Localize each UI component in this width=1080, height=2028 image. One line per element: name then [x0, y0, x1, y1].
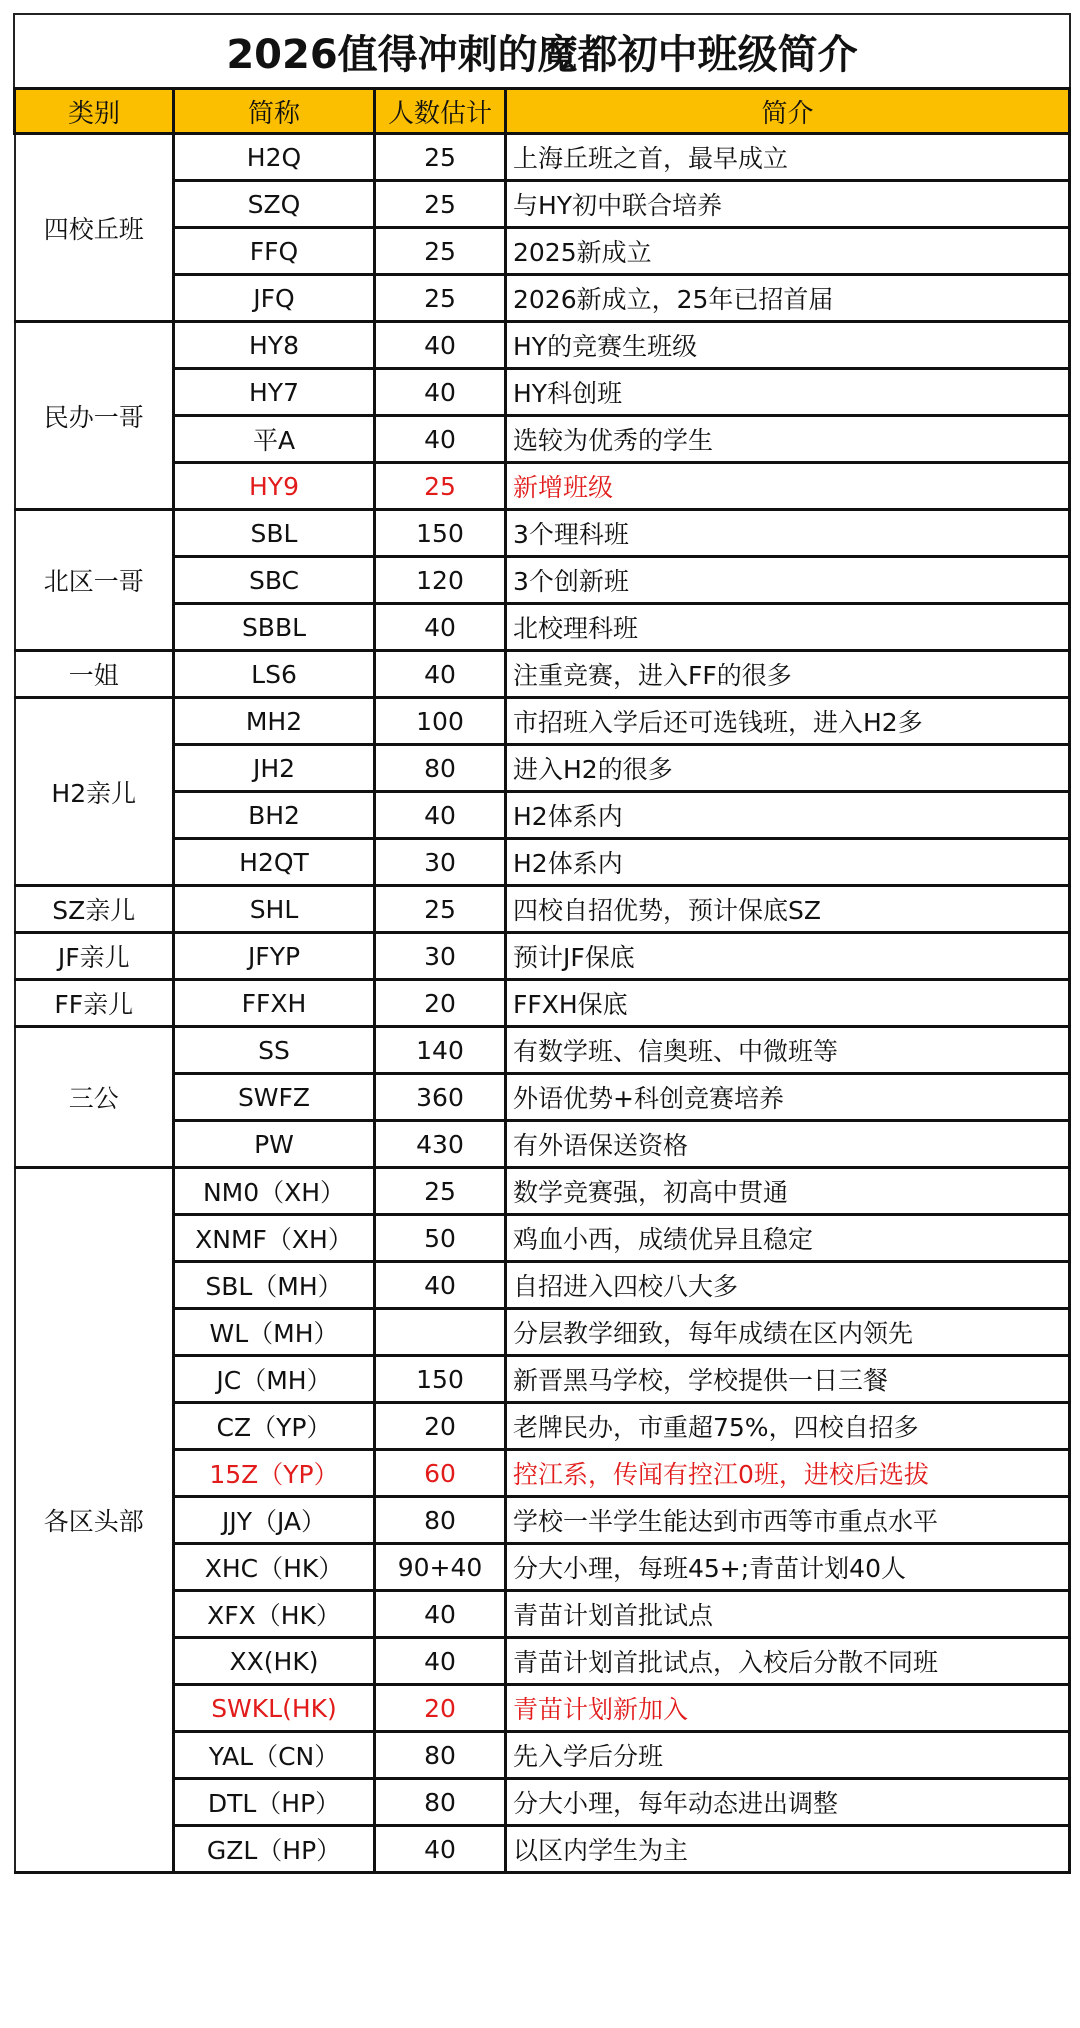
category-cell: 四校丘班 — [15, 134, 174, 322]
count-cell: 100 — [375, 698, 506, 745]
count-cell: 120 — [375, 557, 506, 604]
count-cell: 150 — [375, 510, 506, 557]
count-cell: 25 — [375, 228, 506, 275]
class-name-cell: JFQ — [174, 275, 375, 322]
count-cell: 40 — [375, 651, 506, 698]
table-row — [15, 651, 1070, 698]
count-cell: 40 — [375, 1826, 506, 1873]
class-name-cell: H2QT — [174, 839, 375, 886]
description-cell: 2025新成立 — [506, 228, 1070, 275]
table-row — [15, 369, 1070, 416]
class-name-cell: SHL — [174, 886, 375, 933]
table-row — [15, 1215, 1070, 1262]
table-row — [15, 1497, 1070, 1544]
count-cell: 40 — [375, 416, 506, 463]
table-row — [15, 510, 1070, 557]
class-name-cell: XNMF（XH） — [174, 1215, 375, 1262]
class-name-cell: CZ（YP） — [174, 1403, 375, 1450]
table-body — [15, 134, 1070, 1873]
count-cell: 40 — [375, 792, 506, 839]
table-row — [15, 1074, 1070, 1121]
class-name-cell: BH2 — [174, 792, 375, 839]
category-cell: 三公 — [15, 1027, 174, 1168]
table-row — [15, 1027, 1070, 1074]
description-cell: 有外语保送资格 — [506, 1121, 1070, 1168]
description-cell: 进入H2的很多 — [506, 745, 1070, 792]
category-cell: FF亲儿 — [15, 980, 174, 1027]
class-name-cell: 15Z（YP） — [174, 1450, 375, 1497]
table-row — [15, 1685, 1070, 1732]
class-name-cell: SWFZ — [174, 1074, 375, 1121]
class-name-cell: MH2 — [174, 698, 375, 745]
class-name-cell: FFXH — [174, 980, 375, 1027]
table-row — [15, 839, 1070, 886]
description-cell: 选较为优秀的学生 — [506, 416, 1070, 463]
table-row — [15, 181, 1070, 228]
description-cell: 自招进入四校八大多 — [506, 1262, 1070, 1309]
table-row — [15, 416, 1070, 463]
table-row — [15, 1168, 1070, 1215]
table-row — [15, 322, 1070, 369]
class-name-cell: SBBL — [174, 604, 375, 651]
description-cell: 新晋黑马学校，学校提供一日三餐 — [506, 1356, 1070, 1403]
class-name-cell: H2Q — [174, 134, 375, 181]
category-cell: SZ亲儿 — [15, 886, 174, 933]
table-row — [15, 698, 1070, 745]
table-row — [15, 1544, 1070, 1591]
class-name-cell: PW — [174, 1121, 375, 1168]
table-row — [15, 933, 1070, 980]
description-cell: 分大小理，每班45+;青苗计划40人 — [506, 1544, 1070, 1591]
count-cell: 90+40 — [375, 1544, 506, 1591]
table-row — [15, 557, 1070, 604]
count-cell: 40 — [375, 369, 506, 416]
description-cell: 青苗计划新加入 — [506, 1685, 1070, 1732]
table-row — [15, 228, 1070, 275]
category-cell: JF亲儿 — [15, 933, 174, 980]
description-cell: 青苗计划首批试点，入校后分散不同班 — [506, 1638, 1070, 1685]
class-name-cell: YAL（CN） — [174, 1732, 375, 1779]
table-row — [15, 275, 1070, 322]
description-cell: 上海丘班之首，最早成立 — [506, 134, 1070, 181]
table-row — [15, 1450, 1070, 1497]
class-name-cell: WL（MH） — [174, 1309, 375, 1356]
count-cell: 40 — [375, 1638, 506, 1685]
count-cell: 25 — [375, 134, 506, 181]
description-cell: 3个创新班 — [506, 557, 1070, 604]
category-cell: 北区一哥 — [15, 510, 174, 651]
count-cell — [375, 1309, 506, 1356]
count-cell: 40 — [375, 604, 506, 651]
description-cell: H2体系内 — [506, 839, 1070, 886]
count-cell: 30 — [375, 839, 506, 886]
class-name-cell: SWKL(HK) — [174, 1685, 375, 1732]
description-cell: 学校一半学生能达到市西等市重点水平 — [506, 1497, 1070, 1544]
count-cell: 430 — [375, 1121, 506, 1168]
description-cell: 青苗计划首批试点 — [506, 1591, 1070, 1638]
table-row — [15, 1779, 1070, 1826]
description-cell: 预计JF保底 — [506, 933, 1070, 980]
description-cell: FFXH保底 — [506, 980, 1070, 1027]
class-name-cell: HY8 — [174, 322, 375, 369]
class-name-cell: SBL（MH） — [174, 1262, 375, 1309]
table-row — [15, 1356, 1070, 1403]
description-cell: H2体系内 — [506, 792, 1070, 839]
category-cell: 民办一哥 — [15, 322, 174, 510]
class-name-cell: LS6 — [174, 651, 375, 698]
description-cell: 市招班入学后还可选钱班，进入H2多 — [506, 698, 1070, 745]
count-cell: 25 — [375, 1168, 506, 1215]
count-cell: 150 — [375, 1356, 506, 1403]
description-cell: 与HY初中联合培养 — [506, 181, 1070, 228]
class-name-cell: JFYP — [174, 933, 375, 980]
description-cell: 北校理科班 — [506, 604, 1070, 651]
class-name-cell: GZL（HP） — [174, 1826, 375, 1873]
class-name-cell: XHC（HK） — [174, 1544, 375, 1591]
page-title: 2026值得冲刺的魔都初中班级简介 — [13, 13, 1071, 87]
count-cell: 25 — [375, 463, 506, 510]
description-cell: HY的竞赛生班级 — [506, 322, 1070, 369]
description-cell: 3个理科班 — [506, 510, 1070, 557]
count-cell: 25 — [375, 181, 506, 228]
class-name-cell: HY7 — [174, 369, 375, 416]
count-cell: 25 — [375, 886, 506, 933]
table-row — [15, 134, 1070, 181]
category-cell: 一姐 — [15, 651, 174, 698]
count-cell: 20 — [375, 980, 506, 1027]
count-cell: 360 — [375, 1074, 506, 1121]
count-cell: 40 — [375, 1262, 506, 1309]
table-row — [15, 1732, 1070, 1779]
count-cell: 20 — [375, 1685, 506, 1732]
description-cell: 新增班级 — [506, 463, 1070, 510]
class-name-cell: SBL — [174, 510, 375, 557]
table-row — [15, 886, 1070, 933]
count-cell: 80 — [375, 745, 506, 792]
table-row — [15, 1826, 1070, 1873]
table-row — [15, 1309, 1070, 1356]
description-cell: 鸡血小西，成绩优异且稳定 — [506, 1215, 1070, 1262]
table-row — [15, 1403, 1070, 1450]
description-cell: 控江系，传闻有控江0班，进校后选拔 — [506, 1450, 1070, 1497]
table-header-row — [15, 89, 1070, 134]
class-table — [13, 87, 1071, 1874]
header-count: 人数估计 — [375, 89, 506, 134]
count-cell: 40 — [375, 322, 506, 369]
description-cell: 以区内学生为主 — [506, 1826, 1070, 1873]
table-row — [15, 1121, 1070, 1168]
class-name-cell: FFQ — [174, 228, 375, 275]
class-name-cell: XFX（HK） — [174, 1591, 375, 1638]
count-cell: 140 — [375, 1027, 506, 1074]
table-row — [15, 604, 1070, 651]
description-cell: 2026新成立，25年已招首届 — [506, 275, 1070, 322]
class-name-cell: SS — [174, 1027, 375, 1074]
table-row — [15, 1638, 1070, 1685]
count-cell: 80 — [375, 1732, 506, 1779]
class-name-cell: 平A — [174, 416, 375, 463]
description-cell: 数学竞赛强，初高中贯通 — [506, 1168, 1070, 1215]
class-name-cell: DTL（HP） — [174, 1779, 375, 1826]
table-row — [15, 463, 1070, 510]
class-name-cell: JC（MH） — [174, 1356, 375, 1403]
class-name-cell: HY9 — [174, 463, 375, 510]
description-cell: 有数学班、信奥班、中微班等 — [506, 1027, 1070, 1074]
category-cell: H2亲儿 — [15, 698, 174, 886]
table-row — [15, 1262, 1070, 1309]
header-description: 简介 — [506, 89, 1070, 134]
count-cell: 20 — [375, 1403, 506, 1450]
description-cell: 老牌民办，市重超75%，四校自招多 — [506, 1403, 1070, 1450]
description-cell: HY科创班 — [506, 369, 1070, 416]
class-name-cell: JH2 — [174, 745, 375, 792]
table-row — [15, 1591, 1070, 1638]
count-cell: 60 — [375, 1450, 506, 1497]
category-cell: 各区头部 — [15, 1168, 174, 1873]
class-table-document — [13, 13, 1071, 1874]
count-cell: 80 — [375, 1497, 506, 1544]
class-name-cell: SZQ — [174, 181, 375, 228]
table-row — [15, 745, 1070, 792]
class-name-cell: SBC — [174, 557, 375, 604]
header-category: 类别 — [15, 89, 174, 134]
table-row — [15, 792, 1070, 839]
description-cell: 分大小理，每年动态进出调整 — [506, 1779, 1070, 1826]
description-cell: 先入学后分班 — [506, 1732, 1070, 1779]
count-cell: 40 — [375, 1591, 506, 1638]
class-name-cell: XX(HK) — [174, 1638, 375, 1685]
description-cell: 分层教学细致，每年成绩在区内领先 — [506, 1309, 1070, 1356]
description-cell: 四校自招优势，预计保底SZ — [506, 886, 1070, 933]
description-cell: 注重竞赛，进入FF的很多 — [506, 651, 1070, 698]
class-name-cell: JJY（JA） — [174, 1497, 375, 1544]
class-name-cell: NM0（XH） — [174, 1168, 375, 1215]
table-row — [15, 980, 1070, 1027]
count-cell: 50 — [375, 1215, 506, 1262]
count-cell: 30 — [375, 933, 506, 980]
count-cell: 25 — [375, 275, 506, 322]
header-name: 简称 — [174, 89, 375, 134]
count-cell: 80 — [375, 1779, 506, 1826]
description-cell: 外语优势+科创竞赛培养 — [506, 1074, 1070, 1121]
